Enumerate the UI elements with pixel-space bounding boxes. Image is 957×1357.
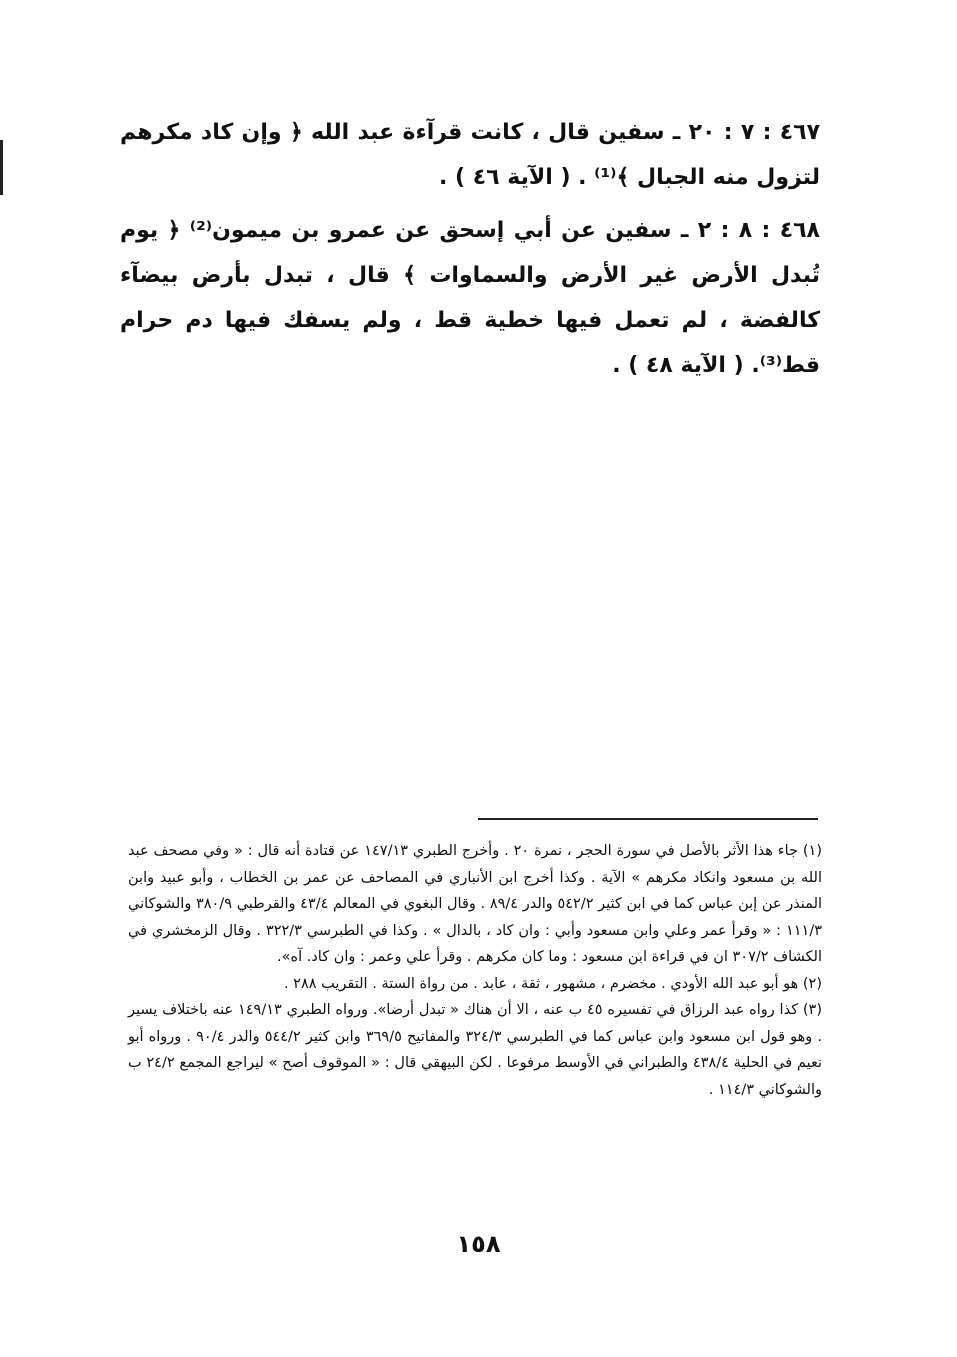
footnote-2: (٢) هو أبو عبد الله الأودي . مخضرم ، مشهور ، ثقة ، عابد . من رواة الستة . التقريب ٢٨٨ . — [283, 975, 822, 992]
footnote-1: (١) جاء هذا الأثر بالأصل في سورة الحجر ، نمرة ٢٠ . وأخرج الطبري ١٤٧/١٣ عن قتادة أنه قال : « وفي مصحف عبد الله بن مسعود وانكاد مكرهم » الآية . وكذا أخرج ابن الأنباري في المصاحف عن عمر بن الخطاب ، وأبو عبيد وابن المنذر عن إبن عباس كما في ابن كثير ٥٤٢/٢ والدر ٨٩/٤ . وقال البغوي في المعالم ٤٣/٤ والقرطبي ٣٨٠/٩ والشوكاني ١١١/٣ : « وقرأ عمر وعلي وابن مسعود وأبي : وان كاد ، بالدال » . وكذا في الطبرسي ٣٢٢/٣ . وقال الزمخشري في الكشاف ٣٠٧/٢ ان في قراءة ابن مسعود : وما كان مكرهم . وقرأ علي وعمر : وان كاد. آه». — [128, 843, 823, 965]
page-number: ١٥٨ — [456, 1230, 501, 1258]
entry-468-text: ٤٦٨ : ٨ : ٢ ـ سفين عن أبي إسحق عن عمرو بن ميمون⁽²⁾ ﴿ يوم تُبدل الأرض غير الأرض والسماوات ﴾ قال ، تبدل بأرض بيضآء كالفضة ، لم تعمل فيها خطية قط ، ولم يسفك فيها دم حرام قط⁽³⁾. ( الآية ٤٨ ) . — [120, 218, 820, 378]
footnotes — [128, 838, 822, 1103]
margin-mark — [0, 140, 3, 195]
footnote-separator — [478, 818, 818, 820]
main-text — [120, 110, 820, 396]
entry-467-text: ٤٦٧ : ٧ : ٢٠ ـ سفين قال ، كانت قرآءة عبد الله ﴿ وإن كاد مكرهم لتزول منه الجبال ﴾⁽¹⁾ . ( الآية ٤٦ ) . — [120, 120, 821, 190]
entry-467 — [120, 110, 820, 200]
entry-468 — [120, 208, 820, 388]
footnote-3: (٣) كذا رواه عبد الرزاق في تفسيره ٤٥ ب عنه ، الا أن هناك « تبدل أرضا». ورواه الطبري ١٤٩/١٣ عنه باختلاف يسير . وهو قول ابن مسعود وابن عباس كما في الطبرسي ٣٢٤/٣ والمفاتيح ٣٦٩/٥ وابن كثير ٥٤٤/٢ والدر ٩٠/٤ . ورواه أبو نعيم في الحلية ٤٣٨/٤ والطبراني في الأوسط مرفوعا . لكن البيهقي قال : « الموقوف أصح » ليراجع المجمع ٢٤/٢ ب والشوكاني ١١٤/٣ . — [128, 1002, 823, 1098]
